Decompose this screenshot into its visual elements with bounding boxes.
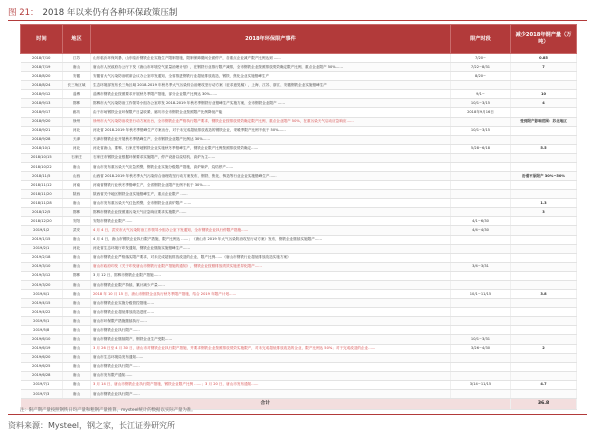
row-cut <box>511 308 577 317</box>
row-event: 唐山市人民政府办公厅下发《唐山市环境空气质量治理计划》，在钢铁行业推行限产减排，全市钢铁企业按照排放绩效确定限产比例，重点企业限产 50%…… <box>91 63 451 72</box>
table-row <box>21 181 577 190</box>
row-region: 安徽 <box>63 72 91 81</box>
header-cut: 减少2018年钢产量（万吨） <box>511 25 577 54</box>
row-event: 河北省唐山、邯郸、石家庄等地钢铁企业实施秋冬季错峰生产，钢铁企业限产比例按照排放绩效确定…… <box>91 144 451 153</box>
table-row <box>21 262 577 271</box>
row-date: 2019/4/22 <box>21 308 63 317</box>
table-note: 注：限产期产量按照钢铁日均产量和粗钢产量推算，mysteel统计的数据以实际产量为准。 <box>20 408 196 413</box>
row-event: 河北省生态环境厅印发通知，钢铁企业继续实施错峰生产…… <box>91 244 451 253</box>
row-region: 河北 <box>63 126 91 135</box>
row-event: 由于市场钢铁企业环保限产日益收紧，廊坊市全市钢铁企业按照限产比例降低产能 <box>91 108 451 117</box>
row-event: 4 月 4 日，武安市大气污染防治工作领导小组办公室下发通知，全市钢铁企业执行停限产措施…… <box>91 226 451 235</box>
row-cut <box>511 181 577 190</box>
row-period <box>451 162 511 171</box>
row-cut <box>511 226 577 235</box>
row-period <box>451 81 511 90</box>
table-row <box>21 190 577 199</box>
row-event: 唐山市钢铁企业执行限产…… <box>91 389 451 398</box>
row-event: 淄博市钢铁企业按照要求开展秋冬季限产措施，部分企业限产比例达 30%…… <box>91 90 451 99</box>
row-region: 安阳 <box>63 217 91 226</box>
policy-table <box>20 24 577 410</box>
row-event: 徐州市大气污染防治攻坚行动方案出台，全市钢铁企业严格执行限产要求，钢铁企业按排放绩效确定限产比例，重点企业限产 50%，在重污染天气启动应急响应…… <box>91 117 451 126</box>
table-row <box>21 208 577 217</box>
row-event: 唐山市发布重污染天气应急预警，钢铁企业实施分级限产措施，高炉焖炉、烧结停产…… <box>91 162 451 171</box>
row-date: 2019/2/1 <box>21 244 63 253</box>
row-date: 2019/2/18 <box>21 253 63 262</box>
row-region: 山西 <box>63 172 91 181</box>
row-period <box>451 135 511 144</box>
row-date: 2019/4/1 <box>21 290 63 299</box>
row-region: 唐山 <box>63 362 91 371</box>
row-cut <box>511 190 577 199</box>
row-region: 唐山 <box>63 353 91 362</box>
row-region: 邯郸 <box>63 271 91 280</box>
row-cut <box>511 389 577 398</box>
row-cut <box>511 371 577 380</box>
table-row <box>21 308 577 317</box>
row-period <box>451 389 511 398</box>
header-period: 限产时段 <box>451 25 511 54</box>
table-row <box>21 199 577 208</box>
row-period <box>451 308 511 317</box>
row-date: 2018/12/5 <box>21 208 63 217</box>
header-event: 2018年环保限产事件 <box>91 25 451 54</box>
row-period <box>451 271 511 280</box>
row-period <box>451 280 511 289</box>
row-date: 2018/9/20 <box>21 117 63 126</box>
row-region: 徐州 <box>63 117 91 126</box>
table-row <box>21 226 577 235</box>
row-period <box>451 117 511 126</box>
row-event: 安徽省大气污染防治联席会议办公室印发通知，全省推进钢铁行业超低排放改造，钢铁、焦化企业实施错峰生产 <box>91 72 451 81</box>
table-row <box>21 235 577 244</box>
row-cut <box>511 280 577 289</box>
row-date: 2019/5/1 <box>21 317 63 326</box>
row-event: 河南省钢铁行业秋冬季错峰生产，全省钢铁企业限产比例不低于 30%…… <box>91 181 451 190</box>
table-row <box>21 144 577 153</box>
table-row <box>21 362 577 371</box>
row-region: 唐山 <box>63 199 91 208</box>
row-region: 唐山 <box>63 317 91 326</box>
row-period <box>451 235 511 244</box>
row-cut: 汾渭平原限产 30%~50% <box>511 172 577 181</box>
row-region: 唐山 <box>63 371 91 380</box>
row-cut <box>511 72 577 81</box>
table-row <box>21 244 577 253</box>
table-row <box>21 335 577 344</box>
total-value: 36.8 <box>511 398 577 409</box>
table-row <box>21 280 577 289</box>
row-date: 2018/9/21 <box>21 126 63 135</box>
figure-title-text: 2018 年以来仍有各种环保政策压制 <box>42 8 178 18</box>
row-cut <box>511 353 577 362</box>
row-date: 2019/6/20 <box>21 353 63 362</box>
row-cut: 3.8 <box>511 290 577 299</box>
row-event: 河北省 2018-2019 年秋冬季错峰生产方案出台，对于未完成超低排放改造的钢铁企业，采暖季限产比例不低于 50%…… <box>91 126 451 135</box>
row-period <box>451 371 511 380</box>
table-row <box>21 344 577 353</box>
table-row <box>21 326 577 335</box>
row-period <box>451 353 511 362</box>
row-date: 2018/11/5 <box>21 172 63 181</box>
row-period <box>451 190 511 199</box>
row-event: 2018 年 10 月 15 日，唐山市钢铁企业执行秋冬季限产措施，结合 2019 年限产计划…… <box>91 290 451 299</box>
row-period: 3/14~11/15 <box>451 380 511 389</box>
row-cut <box>511 135 577 144</box>
row-cut <box>511 317 577 326</box>
row-cut: 4 <box>511 99 577 108</box>
row-cut <box>511 153 577 162</box>
header-date: 时间 <box>21 25 63 54</box>
row-period: 8/20~ <box>451 72 511 81</box>
row-date: 2019/3/10 <box>21 262 63 271</box>
row-region: 河南 <box>63 181 91 190</box>
table-row <box>21 317 577 326</box>
top-divider <box>8 20 587 21</box>
table-row <box>21 290 577 299</box>
row-event: 邯郸市钢铁企业按照重污染天气应急响应要求实施限产…… <box>91 208 451 217</box>
table-row <box>21 162 577 171</box>
row-period: 10/1~11/15 <box>451 290 511 299</box>
table-row <box>21 172 577 181</box>
row-region: 唐山 <box>63 380 91 389</box>
row-event: 4 月 4 日，唐山市钢铁企业执行限产措施，限产比例达 ……；《唐山市 2019 年大气污染防治攻坚行动方案》发布，钢铁企业继续实施限产…… <box>91 235 451 244</box>
row-cut: 3 <box>511 208 577 217</box>
total-label: 合计 <box>21 398 511 409</box>
row-event: 唐山市钢铁企业超低排放改造进度…… <box>91 308 451 317</box>
row-date: 2019/3/12 <box>21 271 63 280</box>
row-cut <box>511 299 577 308</box>
source-line: 资料来源：Mysteel，钢之家，长江证券研究所 <box>8 421 176 430</box>
row-date: 2019/1/2 <box>21 226 63 235</box>
row-region: 天津 <box>63 135 91 144</box>
row-event: 唐山市发布限产通知…… <box>91 371 451 380</box>
row-region: 唐山 <box>63 326 91 335</box>
row-event: 山西省 2018-2019 年秋冬季大气污染综合治理攻坚行动方案发布，钢铁、焦化、铸造等行业企业实施错峰生产…… <box>91 172 451 181</box>
row-period: 10/1~3/15 <box>451 99 511 108</box>
row-date: 2019/6/10 <box>21 335 63 344</box>
row-region: 唐山 <box>63 262 91 271</box>
table-row <box>21 271 577 280</box>
row-event: 邯郸市大气污染防治工作领导小组办公室印发 2018-2019 年秋冬季钢铁行业错峰生产实施方案，全市钢铁企业限产 …… <box>91 99 451 108</box>
row-period: 10/1~3/31 <box>451 335 511 344</box>
row-date: 2019/6/28 <box>21 371 63 380</box>
row-event: 唐山市钢铁企业严格落实限产要求，对未完成超低排放改造的企业，限产比例……《唐山市钢铁行业超低排放改造实施方案》 <box>91 253 451 262</box>
table-row <box>21 81 577 90</box>
row-date: 2018/8/20 <box>21 72 63 81</box>
row-region: 唐山 <box>63 290 91 299</box>
row-cut <box>511 217 577 226</box>
row-cut: 受到限产影响范围：苏北地区 <box>511 117 577 126</box>
row-date: 2018/11/12 <box>21 181 63 190</box>
table-row <box>21 353 577 362</box>
row-cut: 2 <box>511 344 577 353</box>
row-period <box>451 172 511 181</box>
row-cut: 4.7 <box>511 380 577 389</box>
row-event: 唐山市生态环境局发布通知…… <box>91 353 451 362</box>
table-row <box>21 108 577 117</box>
row-event: 安阳市钢铁企业限产…… <box>91 217 451 226</box>
row-region: 唐山 <box>63 344 91 353</box>
row-region: 唐山 <box>63 389 91 398</box>
row-period <box>451 153 511 162</box>
row-cut <box>511 162 577 171</box>
row-region: 淄博 <box>63 90 91 99</box>
row-period <box>451 253 511 262</box>
row-period <box>451 362 511 371</box>
row-cut: 0.85 <box>511 54 577 63</box>
row-date: 2019/3/20 <box>21 280 63 289</box>
bottom-divider <box>8 414 587 415</box>
row-period: 4/4~4/30 <box>451 226 511 235</box>
table-row <box>21 54 577 63</box>
row-event: 天津市钢铁企业开展秋冬季错峰生产，全市钢铁企业限产比例达 30%…… <box>91 135 451 144</box>
row-cut <box>511 81 577 90</box>
row-cut <box>511 235 577 244</box>
row-date: 2018/10/22 <box>21 162 63 171</box>
table-row <box>21 90 577 99</box>
row-date: 2018/10/15 <box>21 153 63 162</box>
row-region: 唐山 <box>63 299 91 308</box>
row-cut <box>511 262 577 271</box>
row-date: 2018/9/28 <box>21 135 63 144</box>
row-event: 3 月 14 日，唐山市钢铁企业执行限产措施，钢铁企业限产比例 ……；3 月 20 日，唐山市发布通知…… <box>91 380 451 389</box>
row-period <box>451 181 511 190</box>
row-date: 2018/7/10 <box>21 54 63 63</box>
row-region: 武安 <box>63 226 91 235</box>
row-event: 石家庄市钢铁企业根据环保要求实施限产，停产设备以烧结机、高炉为主…… <box>91 153 451 162</box>
row-date: 2019/5/8 <box>21 326 63 335</box>
row-cut <box>511 244 577 253</box>
row-date: 2018/9/12 <box>21 90 63 99</box>
row-date: 2019/7/1 <box>21 380 63 389</box>
row-period: 9/1~ <box>451 90 511 99</box>
row-period <box>451 326 511 335</box>
row-event: 唐山市钢铁企业实施分级管控措施…… <box>91 299 451 308</box>
table-row <box>21 380 577 389</box>
row-date: 2019/7/3 <box>21 389 63 398</box>
row-cut <box>511 362 577 371</box>
row-period: 7/22~8/31 <box>451 63 511 72</box>
row-region: 唐山 <box>63 280 91 289</box>
row-region: 江苏 <box>63 54 91 63</box>
row-region: 唐山 <box>63 235 91 244</box>
table-row <box>21 126 577 135</box>
table-row <box>21 253 577 262</box>
row-date: 2019/6/19 <box>21 344 63 353</box>
row-region: 石家庄 <box>63 153 91 162</box>
row-region: 唐山 <box>63 253 91 262</box>
row-period <box>451 299 511 308</box>
row-period: 5/28~6/18 <box>451 144 511 153</box>
row-period: 3/26~4/30 <box>451 344 511 353</box>
row-cut: 5.5 <box>511 144 577 153</box>
row-region: 唐山 <box>63 335 91 344</box>
row-event: 唐山市钢铁企业执行限产…… <box>91 326 451 335</box>
table-body <box>21 54 577 410</box>
row-period <box>451 199 511 208</box>
row-region: 唐山 <box>63 162 91 171</box>
row-region: 河北 <box>63 144 91 153</box>
row-event: 陕西省关中地区钢铁企业实施错峰生产，重点企业限产 …… <box>91 190 451 199</box>
row-cut: 7 <box>511 63 577 72</box>
row-event: 唐山市钢铁企业执行限产…… <box>91 362 451 371</box>
row-region: 陕西 <box>63 190 91 199</box>
row-event: 唐山市政府印发《关于印发唐山市钢铁行业限产措施的通知》，钢铁企业按照排放绩效实施差异化限产…… <box>91 262 451 271</box>
table-row <box>21 217 577 226</box>
row-date: 2019/1/15 <box>21 235 63 244</box>
row-date: 2019/4/15 <box>21 299 63 308</box>
row-date: 2018/10/1 <box>21 144 63 153</box>
row-event: 唐山市发布重污染天气红色预警，全市钢铁企业高炉限产 …… <box>91 199 451 208</box>
table-row <box>21 299 577 308</box>
table-row <box>21 72 577 81</box>
row-date: 2018/11/28 <box>21 199 63 208</box>
row-cut <box>511 108 577 117</box>
table-row <box>21 63 577 72</box>
row-region: 邯郸 <box>63 208 91 217</box>
row-period: 7/20~ <box>451 54 511 63</box>
row-date: 2018/12/20 <box>21 217 63 226</box>
row-period: 3/4~3/31 <box>451 262 511 271</box>
row-cut <box>511 326 577 335</box>
row-region: 长三角区域 <box>63 81 91 90</box>
row-cut <box>511 271 577 280</box>
row-event: 唐山市钢铁企业继续限产，钢铁企业生产受限…… <box>91 335 451 344</box>
row-period: 4/1~6/30 <box>451 217 511 226</box>
row-event: 唐山市钢铁企业限产持续，累计减少产量…… <box>91 280 451 289</box>
row-date: 2018/8/24 <box>21 81 63 90</box>
row-cut: 10 <box>511 90 577 99</box>
row-event: 唐山市环保限产措施继续执行…… <box>91 317 451 326</box>
row-date: 2019/6/25 <box>21 362 63 371</box>
row-cut: 1.3 <box>511 199 577 208</box>
row-date: 2018/9/17 <box>21 108 63 117</box>
figure-number: 图 21： <box>8 8 39 18</box>
row-event: 生态环境部发布长三角区域 2018-2019 年秋冬季大气污染综合治理攻坚行动方案（征求意见稿），上海、江苏、浙江、安徽钢铁企业实施错峰生产 <box>91 81 451 90</box>
row-region: 廊坊 <box>63 108 91 117</box>
table-row <box>21 389 577 398</box>
row-cut <box>511 126 577 135</box>
row-period: 2018年9月16日 <box>451 108 511 117</box>
table-row <box>21 153 577 162</box>
row-region: 唐山 <box>63 63 91 72</box>
table-row <box>21 117 577 126</box>
figure-title <box>8 6 177 18</box>
table-row <box>21 135 577 144</box>
row-cut <box>511 253 577 262</box>
table-row <box>21 99 577 108</box>
row-event: 3 月 26 日至 4 月 30 日，唐山市对钢铁企业执行限产措施，并要求钢铁企业按照排放绩效实施限产，对未完成超低排放改造的企业，限产比例达 50%；对于完成改造的企业…… <box>91 344 451 353</box>
table-row <box>21 371 577 380</box>
row-cut <box>511 335 577 344</box>
header-region: 地区 <box>63 25 91 54</box>
row-period <box>451 244 511 253</box>
row-date: 2018/9/13 <box>21 99 63 108</box>
row-region: 邯郸 <box>63 99 91 108</box>
row-date: 2018/11/20 <box>21 190 63 199</box>
row-period <box>451 208 511 217</box>
row-period <box>451 317 511 326</box>
row-date: 2018/7/19 <box>21 63 63 72</box>
row-event: 山东临沂环保风暴，山东临沂钢铁企业实施生产限制措施，限制保障期间全面停产，各重点企业减产限产比例达到 ...... <box>91 54 451 63</box>
row-region: 唐山 <box>63 308 91 317</box>
row-event: 3 月 12 日，邯郸市钢铁企业限产措施…… <box>91 271 451 280</box>
row-region: 河北 <box>63 244 91 253</box>
table-header-row <box>21 25 577 54</box>
row-period: 10/1~3/15 <box>451 126 511 135</box>
